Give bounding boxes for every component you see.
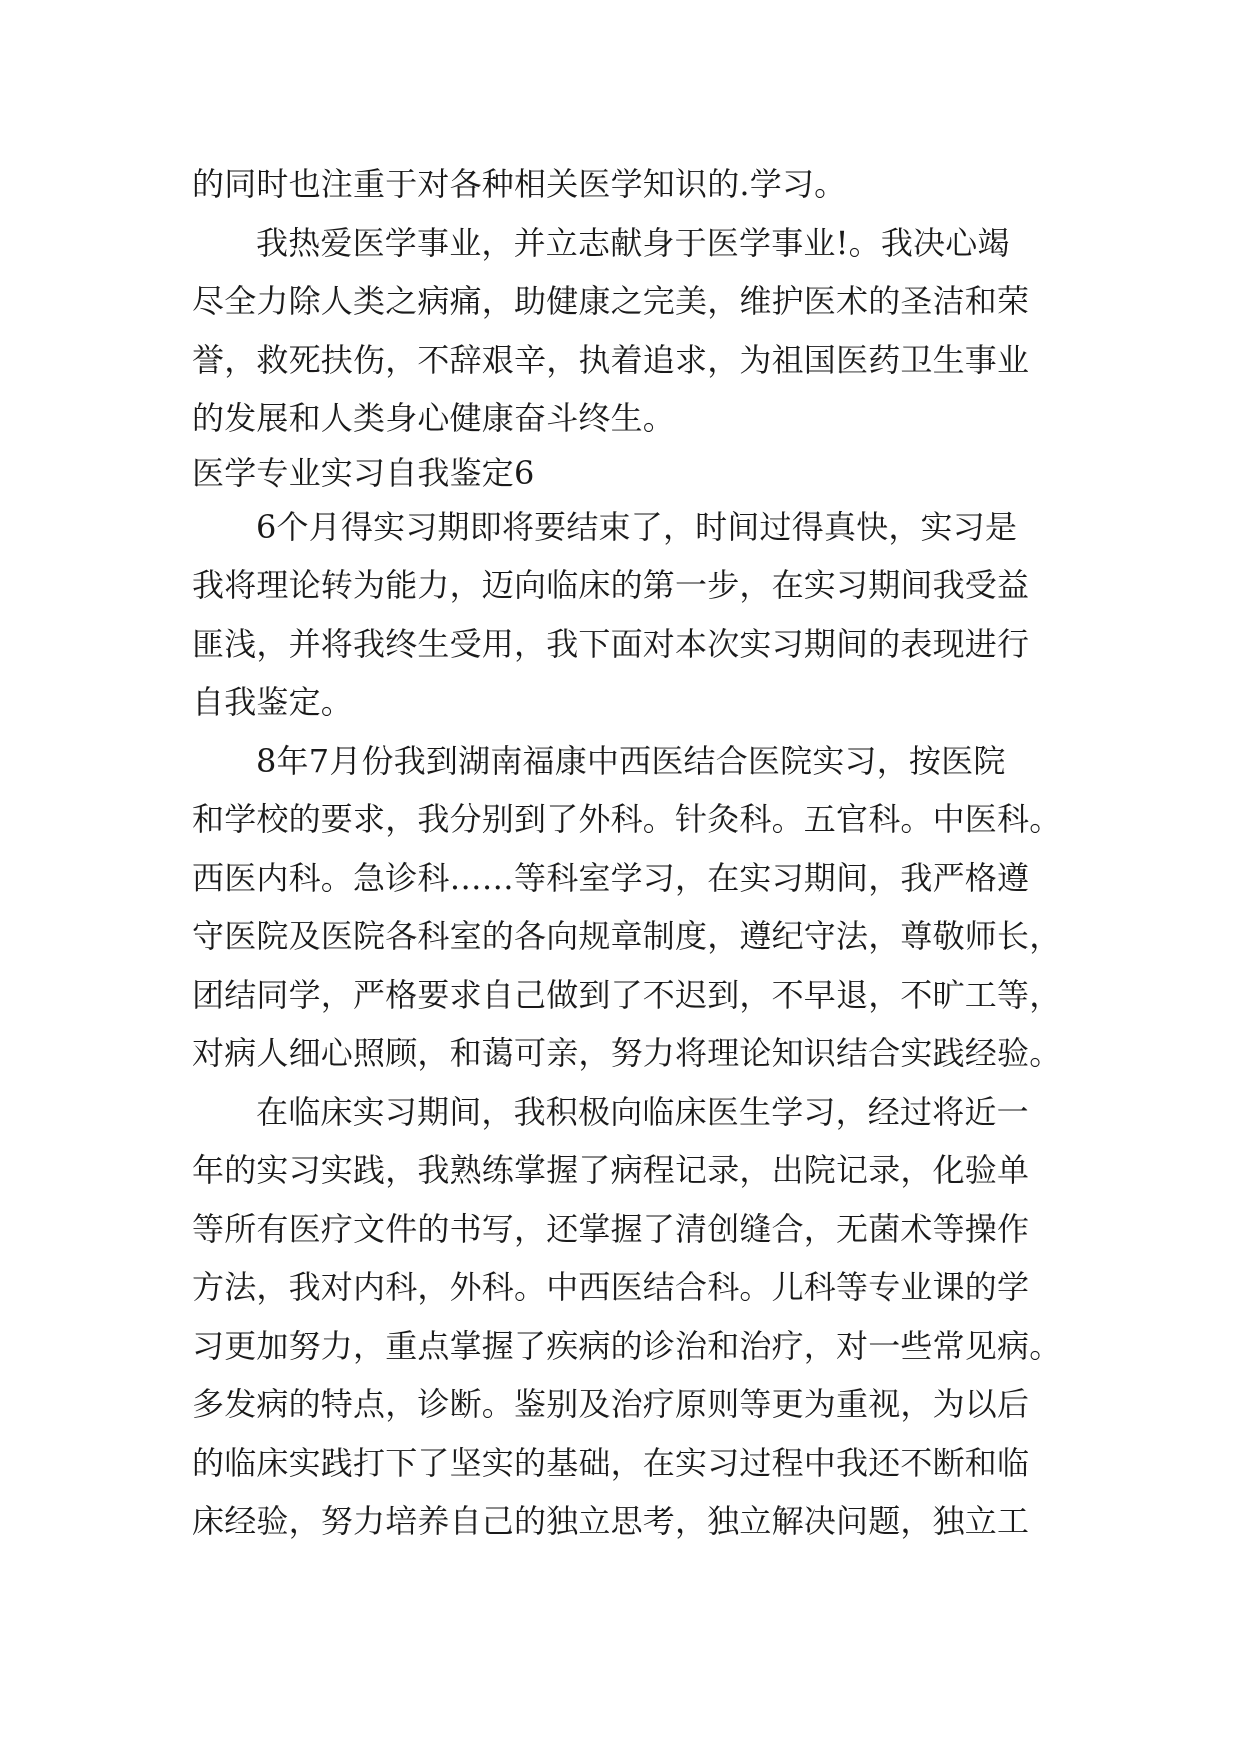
text-line: 誉，救死扶伤，不辞艰辛，执着追求，为祖国医药卫生事业 <box>192 340 1030 379</box>
text-line: 8年7月份我到湖南福康中西医结合医院实习，按医院 <box>256 741 1006 780</box>
text-line: 我将理论转为能力，迈向临床的第一步，在实习期间我受益 <box>192 566 1030 604</box>
text-line: 对病人细心照顾，和蔼可亲，努力将理论知识结合实践经验。 <box>192 1034 1062 1072</box>
text-line: 和学校的要求，我分别到了外科。针灸科。五官科。中医科。 <box>192 800 1062 838</box>
text-line: 6个月得实习期即将要结束了，时间过得真快，实习是 <box>256 507 1018 546</box>
section-heading: 医学专业实习自我鉴定6 <box>192 453 535 492</box>
text-line: 守医院及医院各科室的各向规章制度，遵纪守法，尊敬师长， <box>192 917 1062 955</box>
text-line: 的同时也注重于对各种相关医学知识的.学习。 <box>192 165 847 203</box>
text-line: 尽全力除人类之病痛，助健康之完美，维护医术的圣洁和荣 <box>192 282 1030 320</box>
text-line: 方法，我对内科，外科。中西医结合科。儿科等专业课的学 <box>192 1268 1030 1306</box>
text-line: 自我鉴定。 <box>192 683 354 721</box>
text-line: 多发病的特点，诊断。鉴别及治疗原则等更为重视，为以后 <box>192 1385 1030 1423</box>
text-line: 等所有医疗文件的书写，还掌握了清创缝合，无菌术等操作 <box>192 1209 1030 1248</box>
document-body <box>192 155 1062 1551</box>
text-line: 床经验，努力培养自己的独立思考，独立解决问题，独立工 <box>192 1502 1030 1540</box>
text-line: 的临床实践打下了坚实的基础，在实习过程中我还不断和临 <box>192 1443 1030 1482</box>
text-line: 年的实习实践，我熟练掌握了病程记录，出院记录，化验单 <box>192 1151 1030 1189</box>
text-line: 我热爱医学事业，并立志献身于医学事业!。我决心竭 <box>256 223 1010 262</box>
text-line: 习更加努力，重点掌握了疾病的诊治和治疗，对一些常见病。 <box>192 1326 1062 1365</box>
text-line: 在临床实习期间，我积极向临床医生学习，经过将近一 <box>256 1092 1029 1131</box>
text-line: 的发展和人类身心健康奋斗终生。 <box>192 399 676 437</box>
text-line: 西医内科。急诊科……等科室学习，在实习期间，我严格遵 <box>192 858 1030 897</box>
text-line: 匪浅，并将我终生受用，我下面对本次实习期间的表现进行 <box>192 624 1030 663</box>
text-line: 团结同学，严格要求自己做到了不迟到，不早退，不旷工等， <box>192 975 1062 1014</box>
